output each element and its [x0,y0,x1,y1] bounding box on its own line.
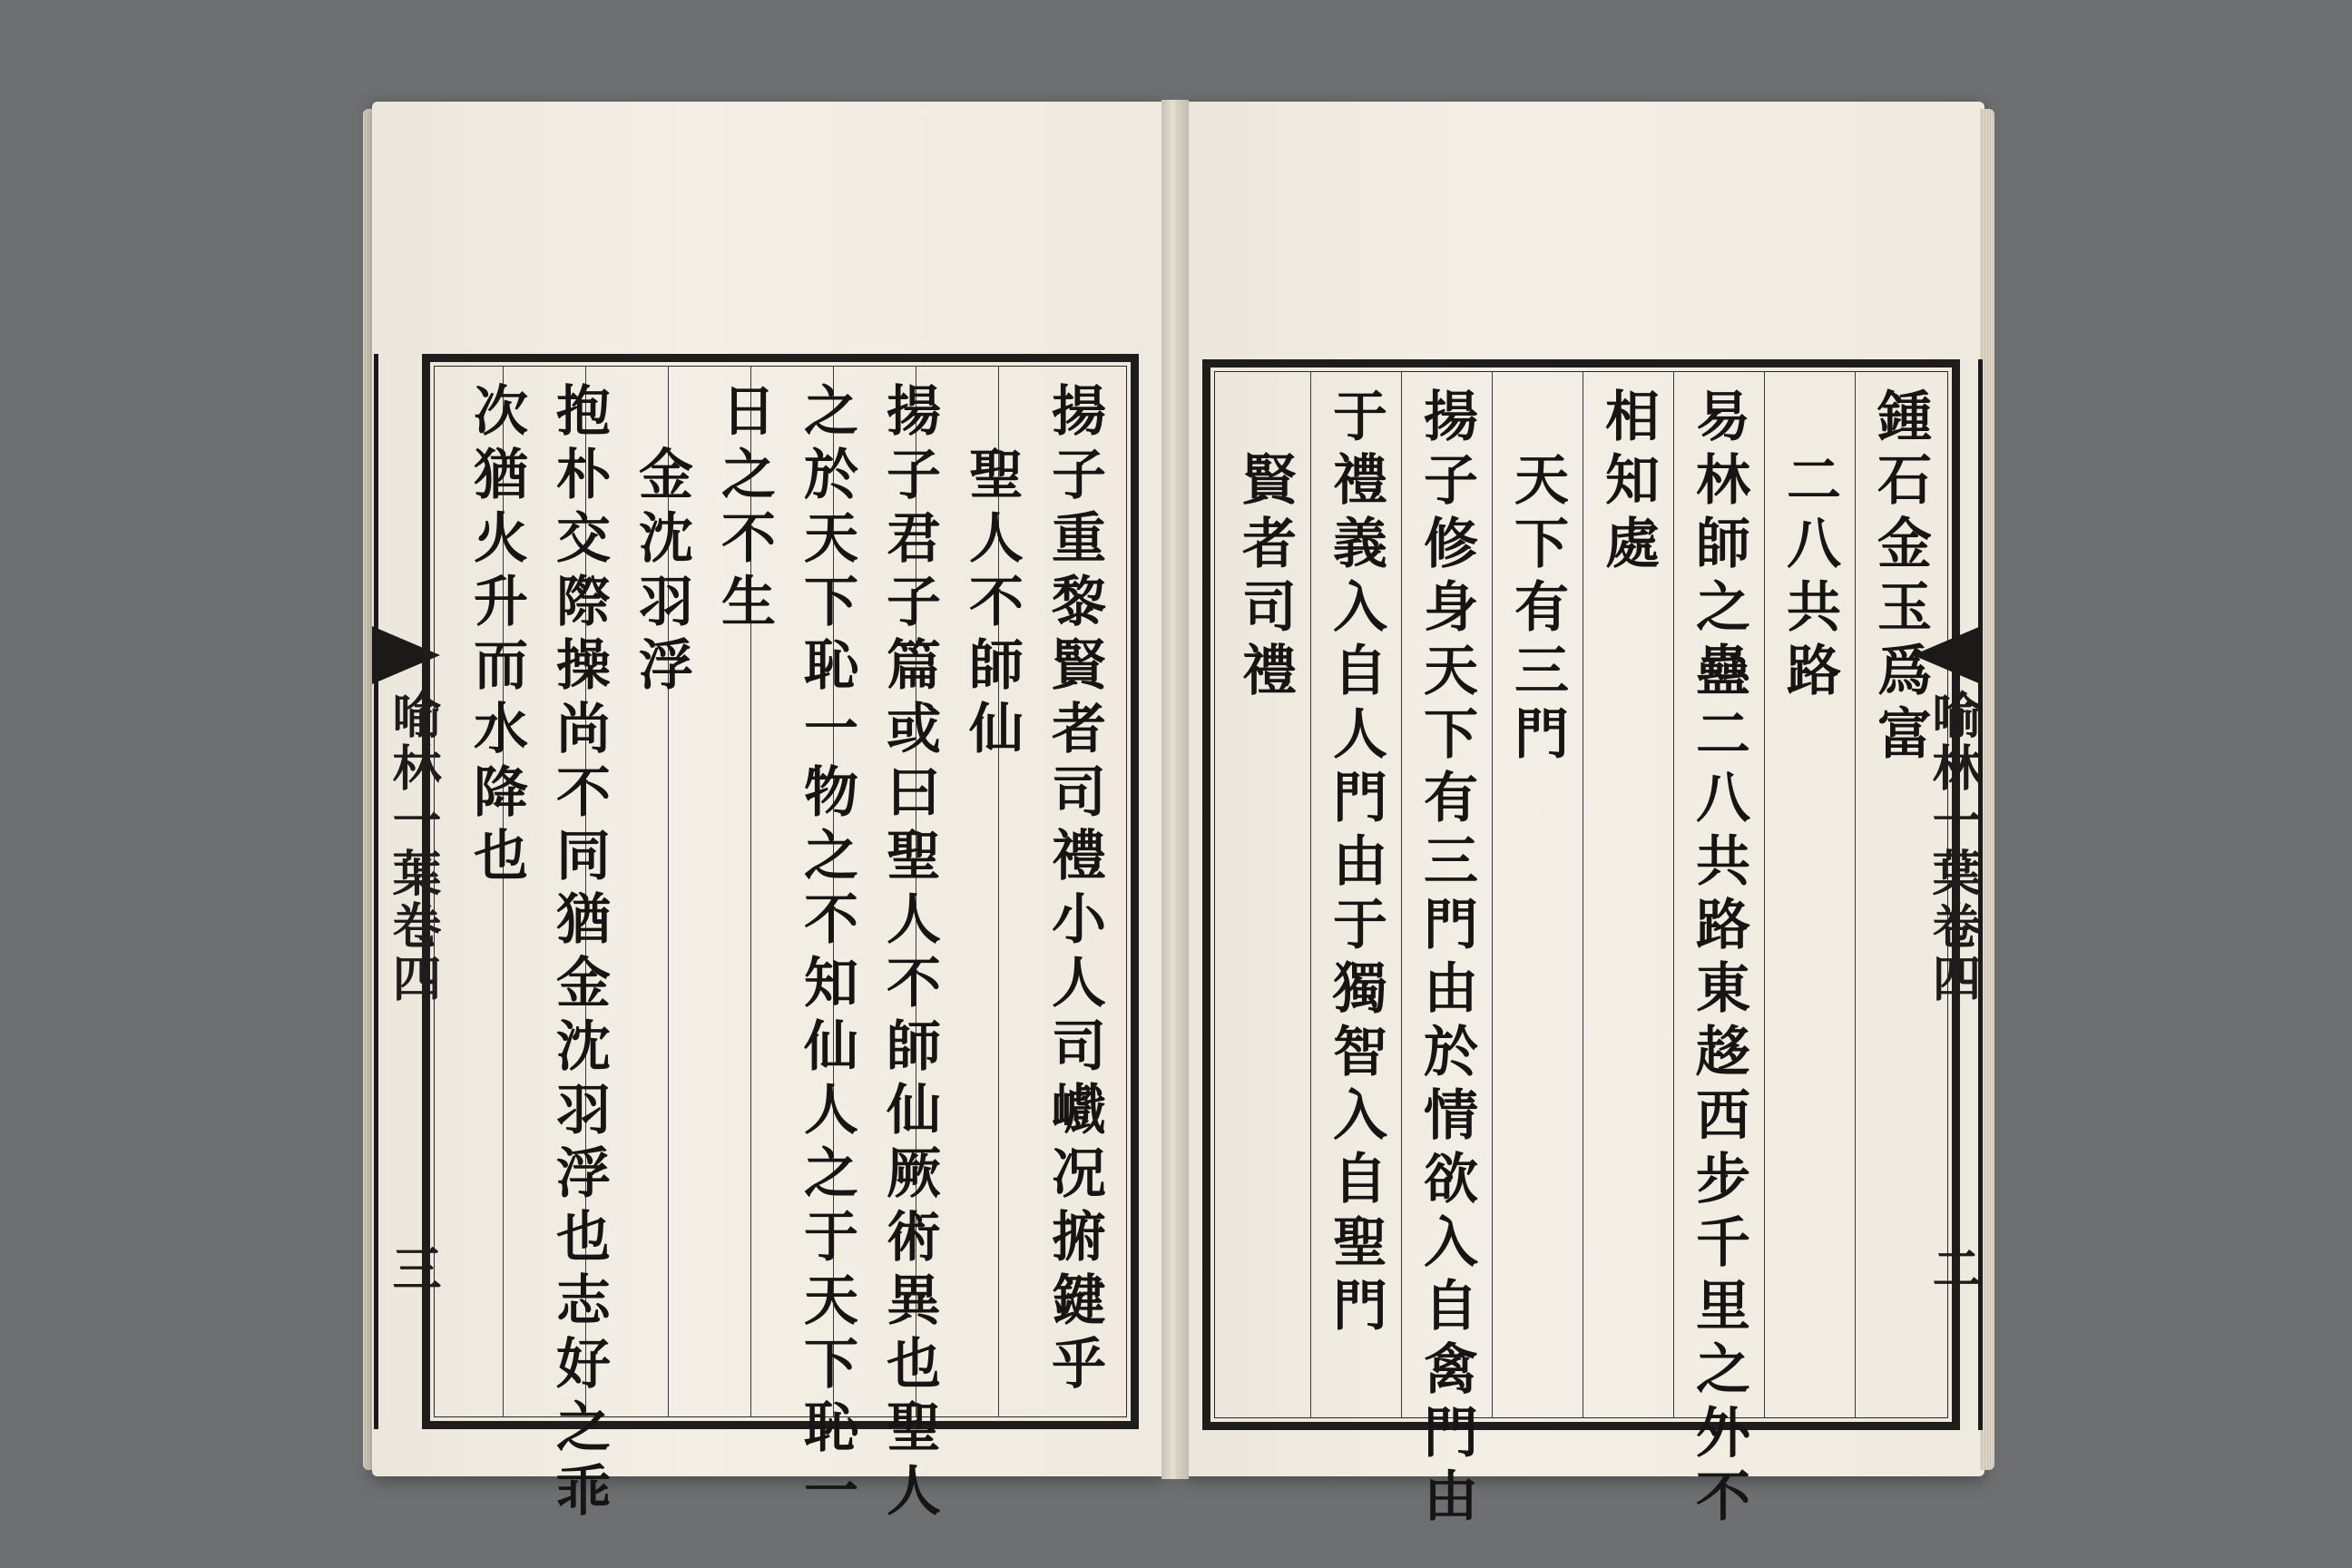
left-spine-page-number: 三 [385,1243,443,1296]
open-book [363,91,1996,1531]
left-column-6: 金沈羽浮 [630,446,693,700]
right-column-8: 賢者司禮 [1233,451,1297,705]
right-column-1: 鍾石金玉爲富 [1868,387,1932,769]
right-column-7: 于禮義入自人門由于獨智入自聖門 [1324,387,1387,1340]
left-column-7: 抱朴交際操尚不同猶金沈羽浮也志好之乖 [547,382,611,1525]
left-spine-title: 喻林一葉卷四 [385,690,443,1005]
right-column-6: 揚子修身天下有三門由於情欲入自禽門由 [1415,387,1478,1531]
right-spine-page-number: 二 [1925,1243,1983,1296]
left-column-1: 揚子重黎賢者司禮小人司巇况捬鍵乎 [1043,382,1106,1398]
left-text-frame [422,354,1139,1525]
right-fish-tail-mark [1913,626,1981,684]
left-column-8: 次猶火升而水降也 [465,382,528,890]
right-spine-title: 喻林一葉卷四 [1925,690,1983,1005]
left-column-5: 日之不生 [712,382,776,636]
right-text-frame [1202,359,1960,1531]
left-column-3: 揚子君子篇或曰聖人不師仙厥術異也聖人 [877,382,941,1525]
right-column-5: 天下有三門 [1505,451,1569,769]
right-column-4: 相知處 [1596,387,1660,578]
left-spine-rule [374,354,378,1429]
right-column-2: 二八共路 [1778,451,1841,705]
right-column-3: 易林師之蠱二八共路東趍西步千里之外不 [1687,387,1750,1531]
left-column-2: 聖人不師仙 [960,446,1024,763]
left-column-4: 之於天下恥一物之不知仙人之于天下恥一 [795,382,858,1525]
book-gutter [1161,100,1189,1479]
